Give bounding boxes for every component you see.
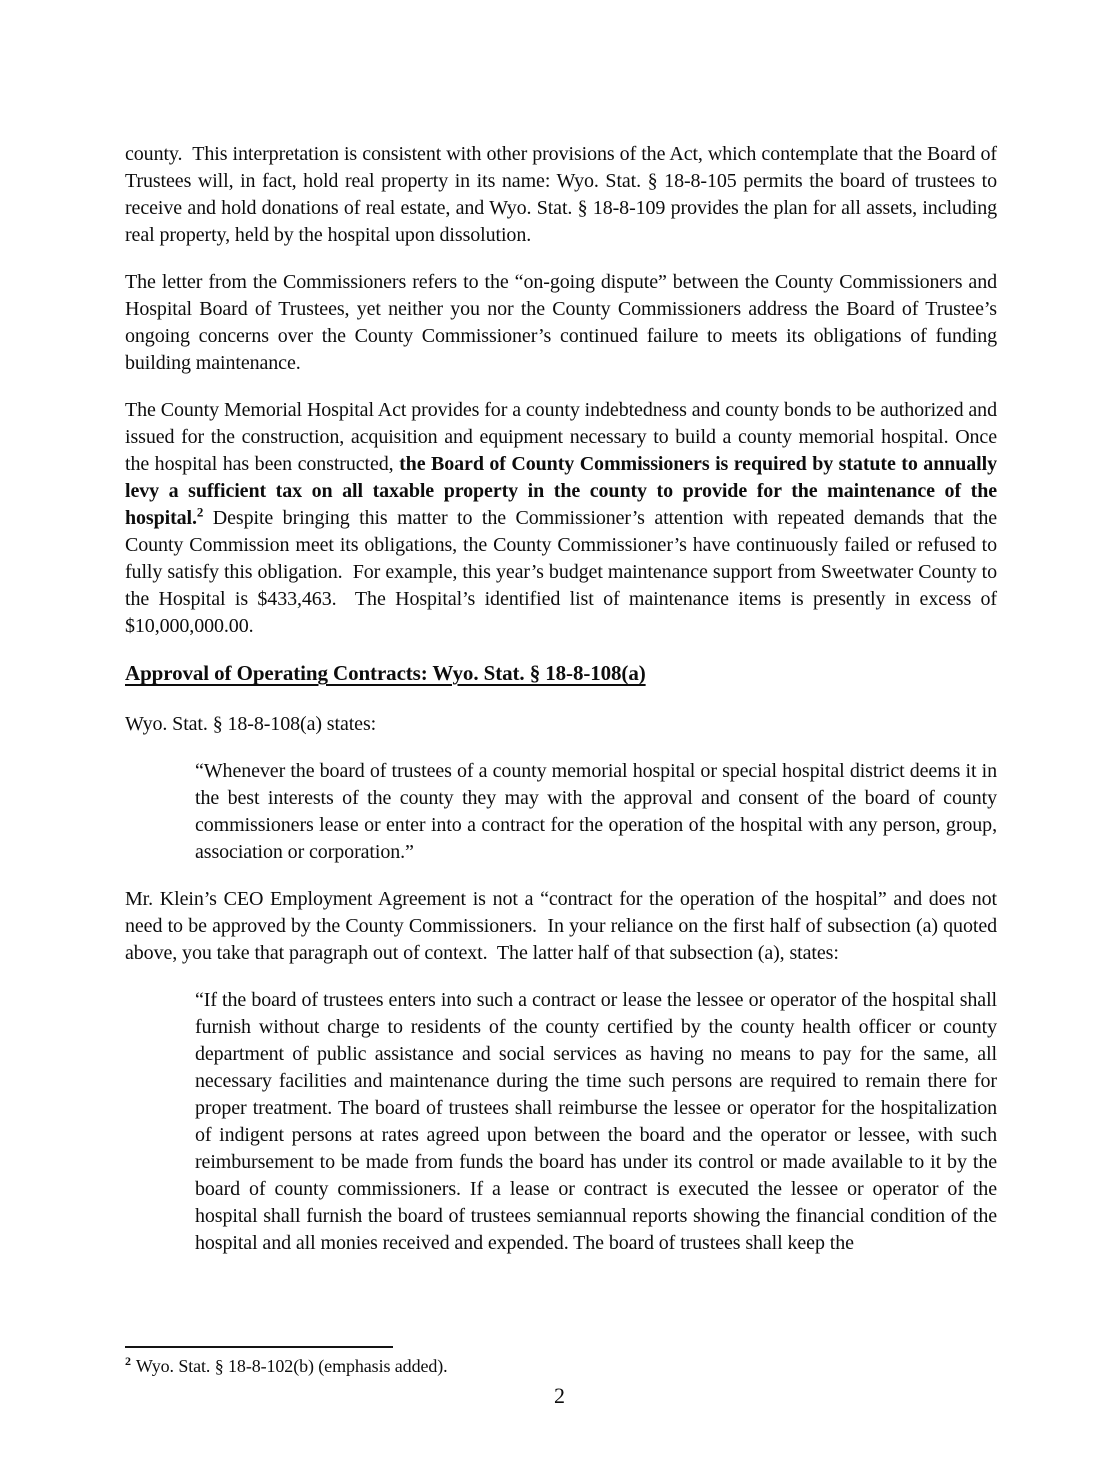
statute-blockquote-2: “If the board of trustees enters into such a contract or lease the lessee or operator of the hospital shall furnish without charge to residents of the county certified by the county health officer or county department of public assistance and social services as having no means to pay for the same, all necessary facilities and maintenance during the time such persons are required to remain there for proper treatment. The board of trustees shall reimburse the lessee or operator for the hospitalization of indigent persons at rates agreed upon between the board and the operator or lessee, with such reimbursement to be made from funds the board has under its control or made available to it by the board of county commissioners. If a lease or contract is executed the lessee or operator of the hospital shall furnish the board of trustees semiannual reports showing the financial condition of the hospital and all monies received and expended. The board of trustees shall keep the — [195, 989, 1002, 1254]
footnote-marker: 2 — [125, 1354, 131, 1368]
statute-blockquote-1: “Whenever the board of trustees of a county memorial hospital or special hospital district deems it in the best interests of the county they may with the approval and consent of the board of county commissioners lease or enter into a contract for the operation of the hospital with any person, group, association or corporation.” — [195, 760, 1002, 863]
body-paragraph-2: The letter from the Commissioners refers to the “on-going dispute” between the County Commissioners and Hospital Board of Trustees, yet neither you nor the County Commissioners address the Board of Trustee’s ongoing concerns over the County Commissioner’s continued failure to meets its obligations of funding building maintenance. — [125, 271, 1002, 374]
statute-intro-line: Wyo. Stat. § 18-8-108(a) states: — [125, 713, 377, 735]
body-paragraph-4: Mr. Klein’s CEO Employment Agreement is not a “contract for the operation of the hospital” and does not need to be approved by the County Commissioners. In your reliance on the first half of subsection (a) quoted above, you take that paragraph out of context. The latter half of that subsection (a), states: — [125, 888, 1002, 964]
paragraph-3-bold-emphasis: the Board of County Commissioners is required by statute to annually levy a sufficient tax on all taxable property in the county to provide for the maintenance of the hospital. — [125, 453, 1002, 529]
footnote-reference-2: 2 — [196, 504, 204, 520]
footnote-citation: Wyo. Stat. § 18-8-102(b) (emphasis added). — [135, 1356, 448, 1376]
letter-body — [125, 141, 1002, 1277]
footnote-text — [125, 1355, 997, 1378]
footnote-area — [125, 1346, 997, 1378]
body-paragraph-1: county. This interpretation is consistent with other provisions of the Act, which contemplate that the Board of Trustees will, in fact, hold real property in its name: Wyo. Stat. § 18-8-105 permits the board of trustees to receive and hold donations of real estate, and Wyo. Stat. § 18-8-109 provides the plan for all assets, including real property, held by the hospital upon dissolution. — [125, 143, 1002, 246]
footnote-rule — [125, 1346, 393, 1348]
section-heading: Approval of Operating Contracts: Wyo. Stat. § 18-8-108(a) — [125, 661, 646, 685]
paragraph-3-regular-start: The County Memorial Hospital Act provides for a county indebtedness and county bonds to be authorized and issued for the construction, acquisition and equipment necessary to build a county memorial hospital. Once the hospital has been constructed, — [125, 399, 1002, 475]
page-number: 2 — [554, 1383, 565, 1408]
body-paragraph-3 — [125, 397, 1002, 640]
paragraph-3-regular-end: Despite bringing this matter to the Commissioner’s attention with repeated demands that the County Commission meet its obligations, the County Commissioner’s have continuously failed or refused to fully satisfy this obligation. For example, this year’s budget maintenance support from Sweetwater County to the Hospital is $433,463. The Hospital’s identified list of maintenance items is presently in excess of $10,000,000.00. — [125, 507, 1002, 637]
